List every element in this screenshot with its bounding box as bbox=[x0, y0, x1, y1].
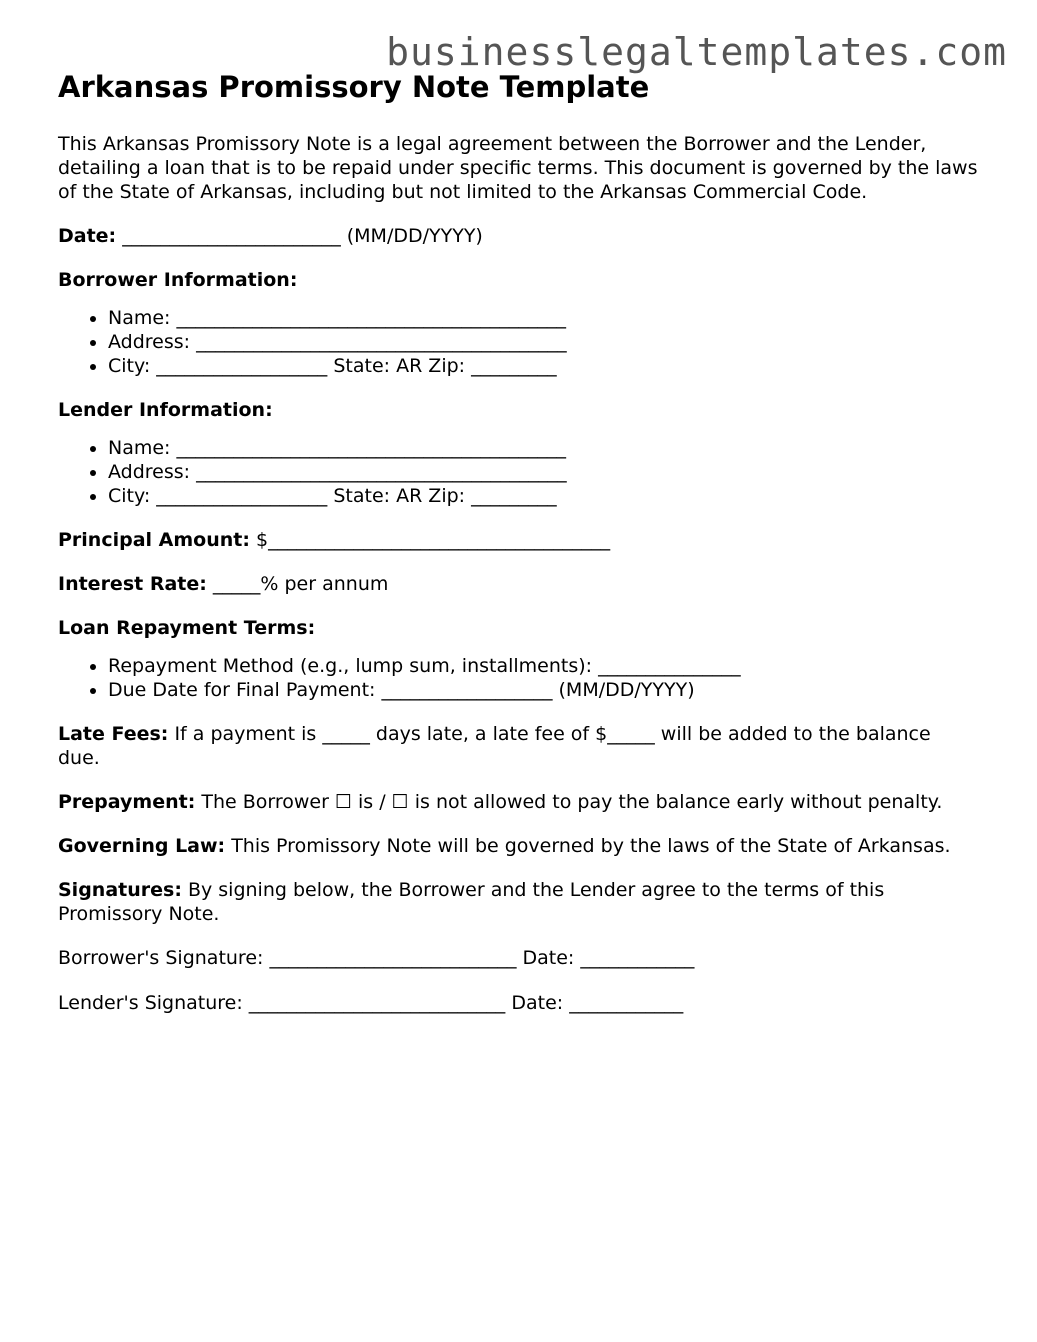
governing-law-label: Governing Law: bbox=[58, 834, 226, 857]
lender-city-field: • City: __________________ State: AR Zip: _________ bbox=[108, 484, 978, 508]
prepayment-label: Prepayment: bbox=[58, 790, 196, 813]
borrower-name-field: • Name: _________________________________________ bbox=[108, 306, 978, 330]
repayment-due-field: • Due Date for Final Payment: __________________ (MM/DD/YYYY) bbox=[108, 678, 978, 702]
lender-heading: Lender Information: bbox=[58, 398, 273, 421]
governing-law-paragraph bbox=[58, 834, 978, 858]
repayment-method-field: • Repayment Method (e.g., lump sum, installments): _______________ bbox=[108, 654, 978, 678]
lender-signature-line: Lender's Signature: ___________________________ Date: ____________ bbox=[58, 991, 684, 1014]
principal-line bbox=[58, 528, 978, 552]
borrower-heading: Borrower Information: bbox=[58, 268, 298, 291]
date-line bbox=[58, 224, 978, 248]
borrower-city-field: • City: __________________ State: AR Zip: _________ bbox=[108, 354, 978, 378]
interest-field: _____% per annum bbox=[206, 572, 389, 595]
document-page bbox=[58, 70, 978, 1036]
borrower-address-field: • Address: _______________________________________ bbox=[108, 330, 978, 354]
intro-paragraph: This Arkansas Promissory Note is a legal agreement between the Borrower and the Lender, detailing a loan that is to be repaid under specific terms. This document is governed by the laws of the State of Arkansas, including but not limited to the Arkansas Commercial Code. bbox=[58, 132, 978, 203]
lender-address-field: • Address: _______________________________________ bbox=[108, 460, 978, 484]
prepayment-text: The Borrower ☐ is / ☐ is not allowed to pay the balance early without penalty. bbox=[195, 790, 943, 813]
borrower-signature-line: Borrower's Signature: __________________________ Date: ____________ bbox=[58, 946, 695, 969]
signatures-text: By signing below, the Borrower and the Lender agree to the terms of this Promissory Note. bbox=[58, 878, 885, 925]
signatures-paragraph bbox=[58, 878, 978, 926]
lender-list bbox=[58, 436, 978, 508]
late-fees-text: If a payment is _____ days late, a late fee of $_____ will be added to the balance due. bbox=[58, 722, 931, 769]
signatures-label: Signatures: bbox=[58, 878, 182, 901]
prepayment-paragraph bbox=[58, 790, 978, 814]
date-label: Date: bbox=[58, 224, 117, 247]
repayment-heading: Loan Repayment Terms: bbox=[58, 616, 316, 639]
interest-line bbox=[58, 572, 978, 596]
page-title: Arkansas Promissory Note Template bbox=[58, 70, 650, 104]
watermark: businesslegaltemplates.com bbox=[386, 30, 1007, 74]
interest-label: Interest Rate: bbox=[58, 572, 207, 595]
governing-law-text: This Promissory Note will be governed by the laws of the State of Arkansas. bbox=[225, 834, 951, 857]
principal-field: $____________________________________ bbox=[249, 528, 611, 551]
late-fees-label: Late Fees: bbox=[58, 722, 169, 745]
borrower-list bbox=[58, 306, 978, 378]
repayment-list bbox=[58, 654, 978, 702]
lender-name-field: • Name: _________________________________________ bbox=[108, 436, 978, 460]
late-fees-paragraph bbox=[58, 722, 978, 770]
date-field: _______________________ (MM/DD/YYYY) bbox=[116, 224, 483, 247]
principal-label: Principal Amount: bbox=[58, 528, 250, 551]
